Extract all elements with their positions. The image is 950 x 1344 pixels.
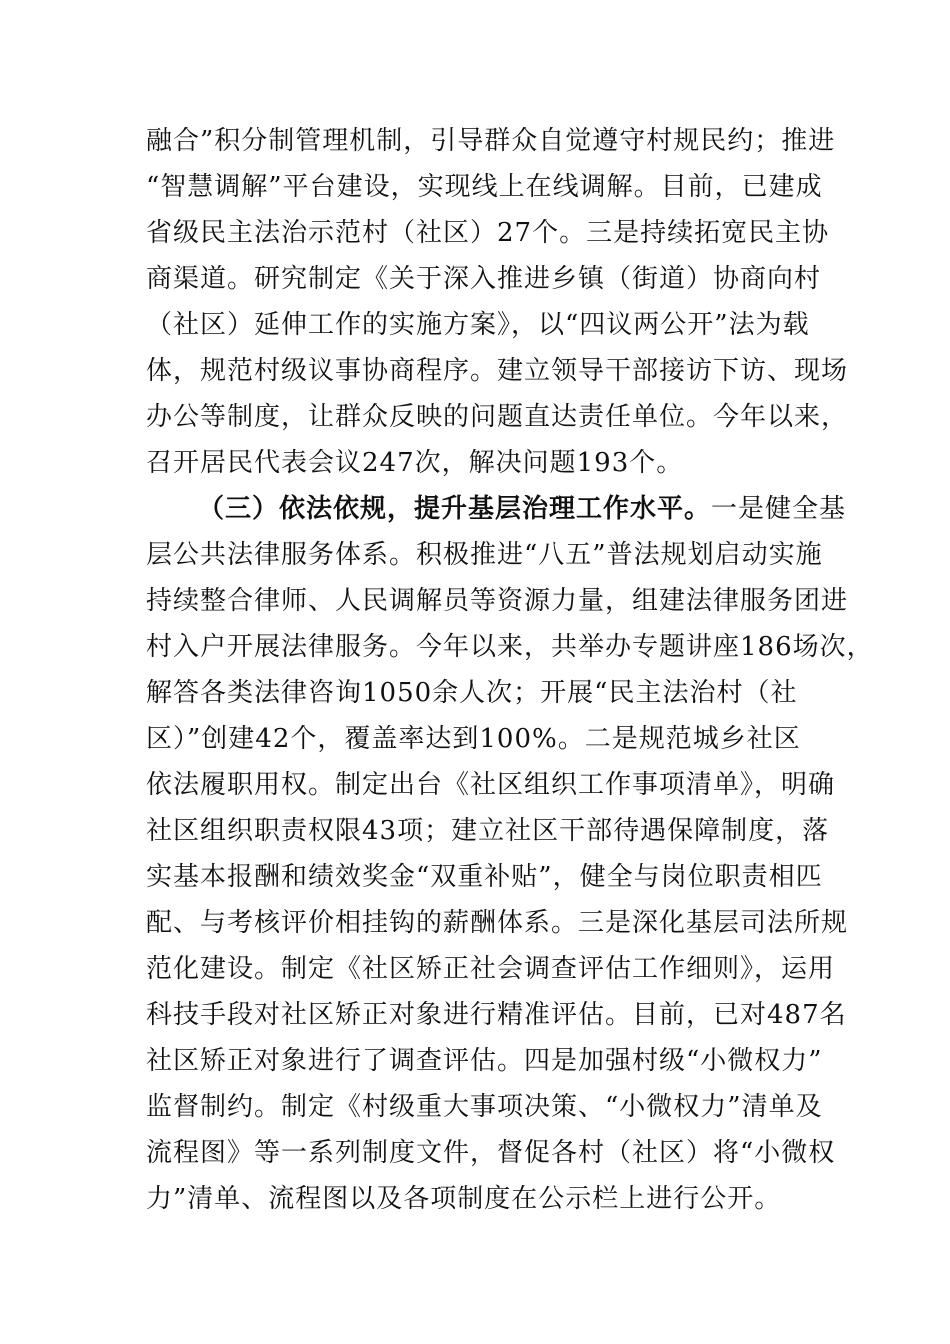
paragraph-line: 省级民主法治示范村（社区）27个。三是持续拓宽民主协 — [146, 218, 830, 248]
paragraph-line: 召开居民代表会议247次，解决问题193个。 — [146, 448, 684, 478]
section-first-line-text: 一是健全基 — [711, 494, 847, 524]
paragraph-line: 办公等制度，让群众反映的问题直达责任单位。今年以来， — [146, 402, 849, 432]
paragraph-line: 社区组织职责权限43项；建立社区干部待遇保障制度，落 — [146, 816, 830, 846]
paragraph-line: 监督制约。制定《村级重大事项决策、“小微权力”清单及 — [146, 1092, 823, 1122]
paragraph-line: 层公共法律服务体系。积极推进“八五”普法规划启动实施 — [146, 540, 823, 570]
paragraph-line: 融合”积分制管理机制，引导群众自觉遵守村规民约；推进 — [146, 126, 836, 156]
paragraph-line: 依法履职用权。制定出台《社区组织工作事项清单》，明确 — [146, 770, 836, 800]
paragraph-line: 社区矫正对象进行了调查评估。四是加强村级“小微权力” — [146, 1046, 823, 1076]
paragraph-line: “智慧调解”平台建设，实现线上在线调解。目前，已建成 — [146, 172, 823, 202]
paragraph-line: 配、与考核评价相挂钩的薪酬体系。三是深化基层司法所规 — [146, 908, 849, 938]
paragraph-line: 商渠道。研究制定《关于深入推进乡镇（街道）协商向村 — [146, 264, 822, 294]
paragraph-line: 流程图》等一系列制度文件，督促各村（社区）将“小微权 — [146, 1138, 836, 1168]
paragraph-line: 科技手段对社区矫正对象进行精准评估。目前，已对487名 — [146, 1000, 847, 1030]
paragraph-line: 村入户开展法律服务。今年以来，共举办专题讲座186场次， — [146, 632, 874, 662]
section-heading: （三）依法依规，提升基层治理工作水平。 — [198, 494, 712, 524]
paragraph-line: 体，规范村级议事协商程序。建立领导干部接访下访、现场 — [146, 356, 849, 386]
section-heading-line — [146, 486, 847, 532]
paragraph-line: 解答各类法律咨询1050余人次；开展“民主法治村（社 — [146, 678, 798, 708]
body-text — [146, 118, 874, 1222]
paragraph-line: 区）”创建42个，覆盖率达到100%。二是规范城乡社区 — [146, 724, 801, 754]
paragraph-line: 范化建设。制定《社区矫正社会调查评估工作细则》，运用 — [146, 954, 836, 984]
paragraph-line: （社区）延伸工作的实施方案》，以“四议两公开”法为载 — [146, 310, 810, 340]
paragraph-line: 持续整合律师、人民调解员等资源力量，组建法律服务团进 — [146, 586, 849, 616]
paragraph-line: 实基本报酬和绩效奖金“双重补贴”，健全与岗位职责相匹 — [146, 862, 823, 892]
paragraph-line: 力”清单、流程图以及各项制度在公示栏上进行公开。 — [146, 1184, 782, 1214]
